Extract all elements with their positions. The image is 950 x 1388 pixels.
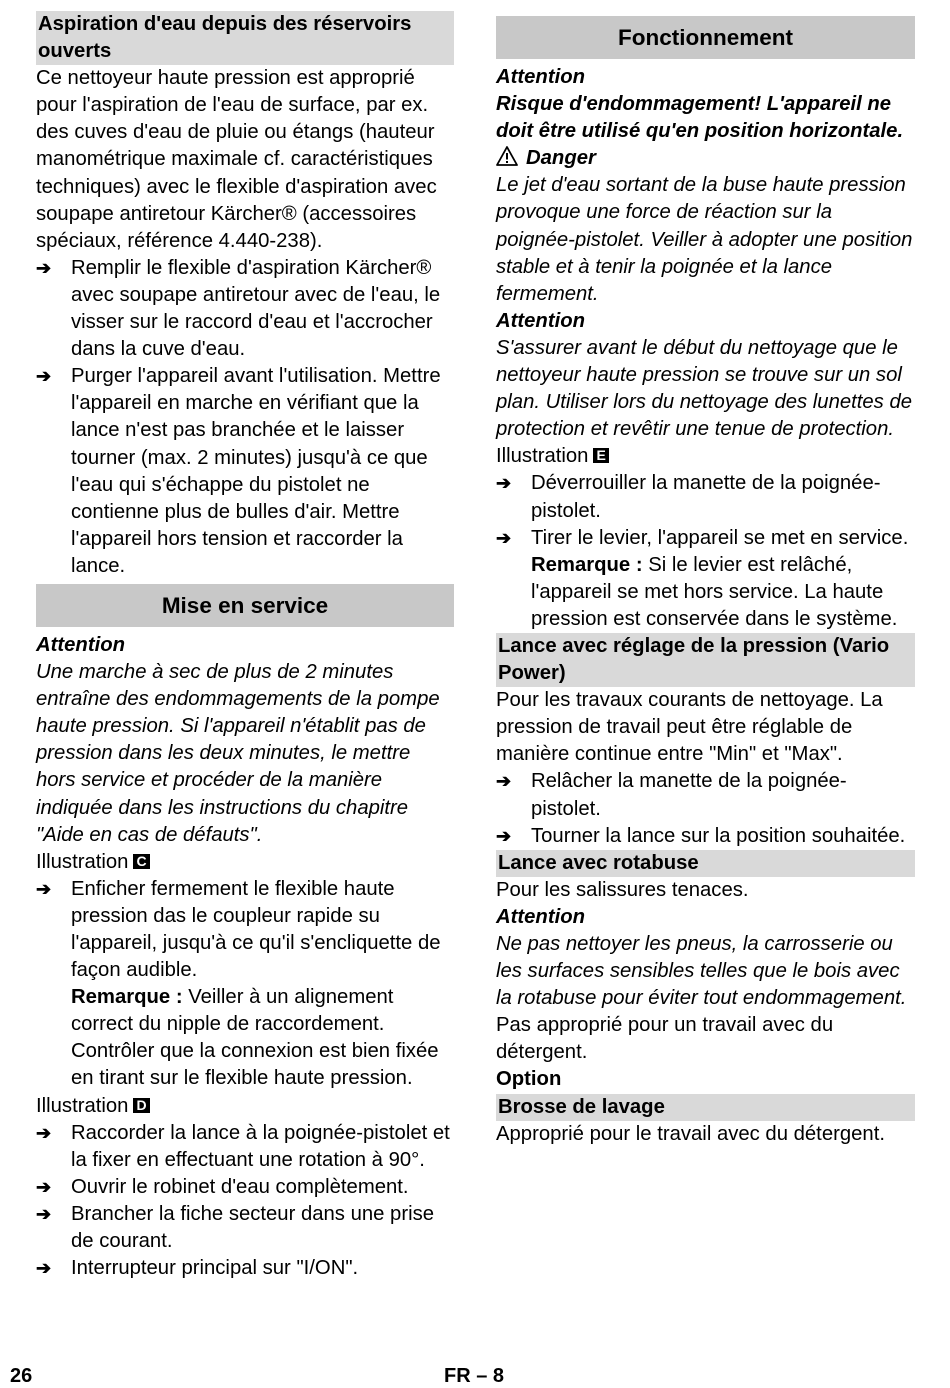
illustration-ref-e (496, 443, 915, 470)
step-text: Tirer le levier, l'appareil se met en service. (531, 526, 909, 549)
left-column (36, 11, 454, 1282)
remark-label: Remarque : (71, 986, 183, 1009)
list-item (36, 363, 454, 580)
illustration-ref-c (36, 849, 454, 876)
attention-text: Risque d'endommagement! L'appareil ne doit être utilisé qu'en position horizontale. (496, 93, 904, 143)
list-item (496, 823, 915, 850)
right-column (496, 11, 915, 1148)
attention-label: Attention (496, 309, 585, 332)
step-text: Interrupteur principal sur "I/ON". (71, 1257, 359, 1280)
remark-text: Veiller à un alignement correct du nipple de raccordement. Contrôler que la connexion est bien fixée en tirant sur le flexible haute pression. (71, 986, 439, 1090)
warning-triangle-icon (496, 146, 518, 166)
step-text: Relâcher la manette de la poignée-pistolet. (531, 770, 847, 820)
illustration-ref-d (36, 1093, 454, 1120)
list-item (496, 525, 915, 552)
step-text: Tourner la lance sur la position souhaitée. (531, 824, 906, 847)
illustration-box-c: C (133, 854, 149, 869)
illustration-box-e: E (593, 448, 608, 463)
arrow-right-icon: ➔ (36, 1203, 52, 1224)
attention-label: Attention (496, 66, 585, 88)
remark (36, 984, 454, 1092)
step-text: Raccorder la lance à la poignée-pistolet et la fixer en effectuant une rotation à 90°. (71, 1121, 450, 1171)
attention-label: Attention (36, 633, 125, 656)
list-item (36, 876, 454, 984)
illustration-label: Illustration (36, 1094, 129, 1117)
attention-text: S'assurer avant le début du nettoyage que le nettoyeur haute pression se trouve sur un sol plan. Utiliser lors du nettoyage des lunettes de protection et revêtir une tenue de protection. (496, 336, 913, 441)
rotabuse-text: Pour les salissures tenaces. (496, 878, 749, 901)
section-title-rotabuse: Lance avec rotabuse (496, 850, 915, 877)
step-text: Brancher la fiche secteur dans une prise de courant. (71, 1202, 435, 1253)
section-title-brosse: Brosse de lavage (496, 1094, 915, 1121)
arrow-right-icon: ➔ (496, 527, 512, 548)
section-title-aspiration: Aspiration d'eau depuis des réservoirs ouverts (36, 11, 454, 65)
list-item (36, 1201, 454, 1255)
danger-heading (496, 145, 915, 172)
remark-text: Si le levier est relâché, l'appareil se met hors service. La haute pression est conservée dans le système. (531, 553, 898, 630)
section-title-vario: Lance avec réglage de la pression (Vario Power) (496, 633, 915, 687)
step-text: Enficher fermement le flexible haute pression das le coupleur rapide su l'appareil, jusqu'à ce qu'il s'encliquette de façon audible. (71, 877, 441, 982)
aspiration-intro: Ce nettoyeur haute pression est approprié pour l'aspiration de l'eau de surface, par ex. des cuves d'eau de pluie ou étangs (hauteur manométrique maximale cf. caractéristiques techniques) avec le flexible d'aspiration avec soupape antiretour Kärcher® (accessoires spéciaux, référence 4.440-238). (36, 67, 437, 252)
illustration-label: Illustration (496, 445, 589, 468)
section-title-mise-en-service: Mise en service (36, 584, 454, 627)
step-text: Purger l'appareil avant l'utilisation. Mettre l'appareil en marche en vérifiant que la lance n'est pas branchée et le laisser tourner (max. 2 minutes) jusqu'à ce que l'eau qui s'échappe du pistolet ne contienne plus de bulles d'air. Mettre l'appareil hors tension et raccorder la lance. (71, 365, 441, 577)
brosse-text: Approprié pour le travail avec du détergent. (496, 1122, 885, 1145)
attention-label: Attention (496, 905, 585, 928)
danger-text: Le jet d'eau sortant de la buse haute pression provoque une force de réaction sur la poignée-pistolet. Veiller à adopter une position stable et à tenir la poignée et la lance fermement. (496, 174, 913, 305)
arrow-right-icon: ➔ (36, 1122, 52, 1143)
attention-text: Une marche à sec de plus de 2 minutes entraîne des endommagements de la pompe haute pression. Si l'appareil n'établit pas de pression dans les deux minutes, le mettre hors service et procéder de la manière indiquée dans les instructions du chapitre "Aide en cas de défauts". (36, 661, 440, 846)
list-item (36, 1174, 454, 1201)
illustration-label: Illustration (36, 850, 129, 873)
step-text: Déverrouiller la manette de la poignée-pistolet. (531, 472, 881, 522)
arrow-right-icon: ➔ (36, 1176, 52, 1197)
option-label: Option (496, 1068, 562, 1091)
list-item (496, 768, 915, 822)
arrow-right-icon: ➔ (36, 1258, 52, 1279)
attention-text: Ne pas nettoyer les pneus, la carrosserie ou les surfaces sensibles telles que le bois avec la rotabuse pour éviter tout endommagement. (496, 933, 907, 1010)
arrow-right-icon: ➔ (496, 825, 512, 846)
list-item (36, 255, 454, 363)
vario-text: Pour les travaux courants de nettoyage. La pression de travail peut être réglable de manière continue entre "Min" et "Max". (496, 689, 883, 766)
arrow-right-icon: ➔ (36, 878, 52, 899)
page-number: 26 (10, 1365, 33, 1387)
section-title-fonctionnement: Fonctionnement (496, 16, 915, 59)
arrow-right-icon: ➔ (496, 771, 512, 792)
step-text: Ouvrir le robinet d'eau complètement. (71, 1175, 409, 1198)
remark (496, 552, 915, 633)
arrow-right-icon: ➔ (36, 366, 52, 387)
danger-label: Danger (526, 147, 596, 170)
remark-label: Remarque : (531, 553, 643, 576)
page-code: FR – 8 (444, 1365, 505, 1387)
step-text: Remplir le flexible d'aspiration Kärcher® avec soupape antiretour avec de l'eau, le visser sur le raccord d'eau et l'accrocher dans la cuve d'eau. (71, 256, 441, 361)
arrow-right-icon: ➔ (36, 257, 52, 278)
rotabuse-text-2: Pas approprié pour un travail avec du détergent. (496, 1014, 834, 1064)
illustration-box-d: D (133, 1098, 149, 1113)
list-item (36, 1255, 454, 1282)
list-item (36, 1120, 454, 1174)
list-item (496, 470, 915, 524)
arrow-right-icon: ➔ (496, 473, 512, 494)
